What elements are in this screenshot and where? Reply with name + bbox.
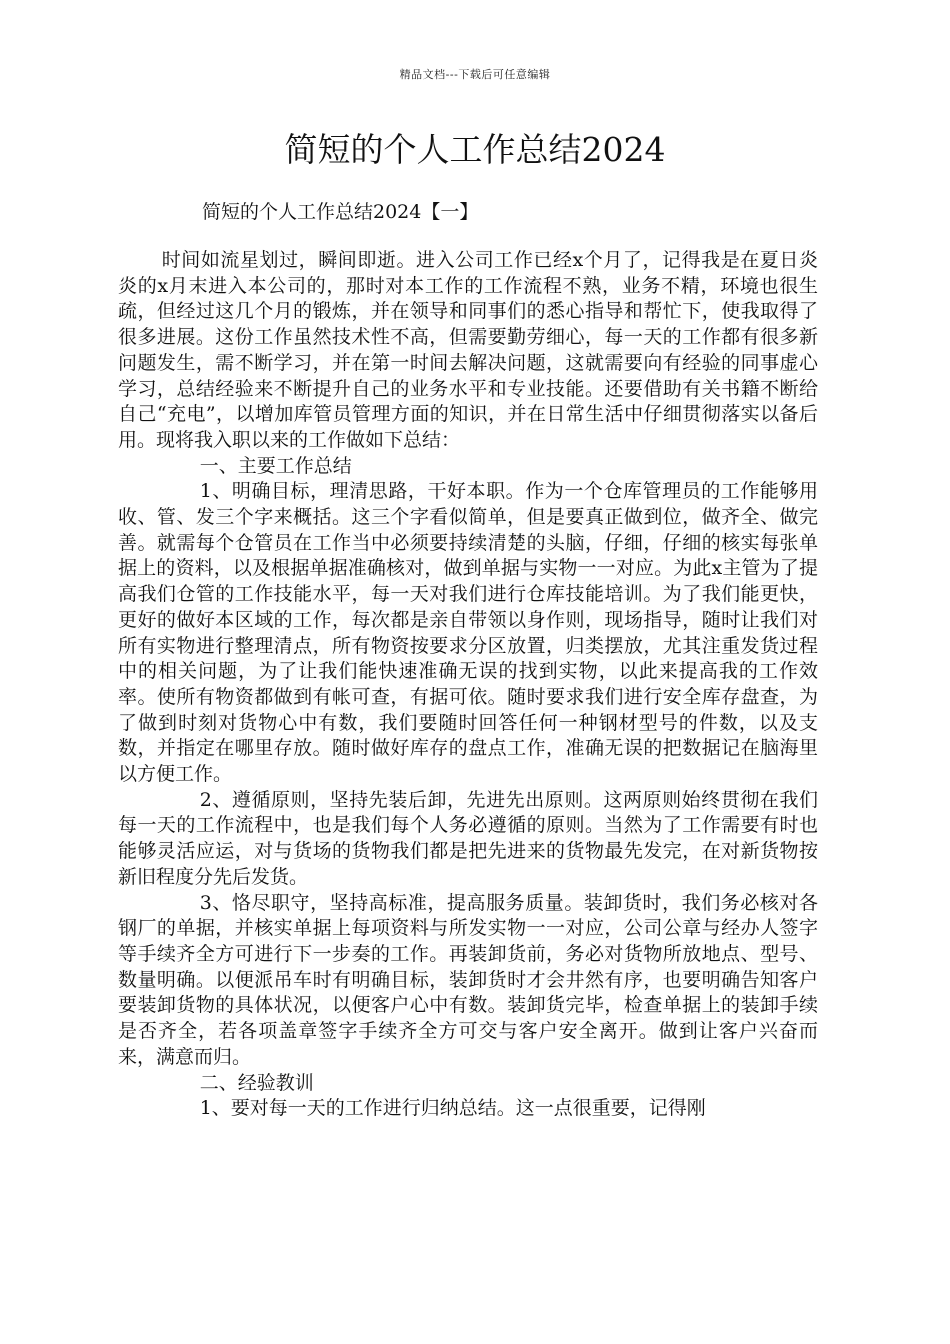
section-heading-lessons: 二、经验教训 — [199, 1071, 314, 1094]
header-note: 精品文档---下载后可任意编辑 — [399, 68, 551, 81]
list-item: 3、恪尽职守，坚持高标准，提高服务质量。装卸货时，我们务必核对各钢厂的单据，并核实单据上每项资料与所发实物一一对应，公司公章与经办人签字等手续齐全方可进行下一步奏的工作。再装卸货前，务必对货物所放地点、型号、数量明确。以便派吊车时有明确目标，装卸货时才会井然有序，也要明确告知客户要装卸货物的具体状况，以便客户心中有数。装卸货完毕，检查单据上的装卸手续是否齐全，若各项盖章签字手续齐全方可交与客户安全离开。做到让客户兴奋而来，满意而归。 — [118, 891, 818, 1068]
document-title: 简短的个人工作总结2024 — [284, 130, 666, 169]
document-body — [118, 248, 818, 1122]
list-item: 2、遵循原则，坚持先装后卸，先进先出原则。这两原则始终贯彻在我们每一天的工作流程中，也是我们每个人务必遵循的原则。当然为了工作需要有时也能够灵活应运，对与货场的货物我们都是把先进来的货物最先发完，在对新货物按新旧程度分先后发货。 — [118, 788, 818, 888]
list-item: 1、明确目标，理清思路，干好本职。作为一个仓库管理员的工作能够用收、管、发三个字来概括。这三个字看似简单，但是要真正做到位，做齐全、做完善。就需每个仓管员在工作当中必须要持续清楚的头脑，仔细，仔细的核实每张单据上的资料，以及根据单据准确核对，做到单据与实物一一对应。为此x主管为了提高我们仓管的工作技能水平，每一天对我们进行仓库技能培训。为了我们能更快，更好的做好本区域的工作，每次都是亲自带领以身作则，现场指导，随时让我们对所有实物进行整理清点，所有物资按要求分区放置，归类摆放，尤其注重发货过程中的相关问题，为了让我们能快速准确无误的找到实物，以此来提高我的工作效率。使所有物资都做到有帐可查，有据可依。随时要求我们进行安全库存盘查，为了做到时刻对货物心中有数，我们要随时回答任何一种钢材型号的件数，以及支数，并指定在哪里存放。随时做好库存的盘点工作，准确无误的把数据记在脑海里以方便工作。 — [118, 480, 818, 786]
list-item: 1、要对每一天的工作进行归纳总结。这一点很重要，记得刚 — [199, 1097, 706, 1120]
intro-paragraph: 时间如流星划过，瞬间即逝。进入公司工作已经x个月了，记得我是在夏日炎炎的x月末进入本公司的，那时对本工作的工作流程不熟，业务不精，环境也很生疏，但经过这几个月的锻炼，并在领导和同事们的悉心指导和帮忙下，使我取得了很多进展。这份工作虽然技术性不高，但需要勤劳细心，每一天的工作都有很多新问题发生，需不断学习，并在第一时间去解决问题，这就需要向有经验的同事虚心学习，总结经验来不断提升自己的业务水平和专业技能。还要借助有关书籍不断给自己“充电”，以增加库管员管理方面的知识，并在日常生活中仔细贯彻落实以备后用。现将我入职以来的工作做如下总结： — [118, 249, 818, 451]
section-heading-main-work: 一、主要工作总结 — [199, 454, 352, 477]
document-subheading: 简短的个人工作总结2024【一】 — [202, 201, 479, 223]
